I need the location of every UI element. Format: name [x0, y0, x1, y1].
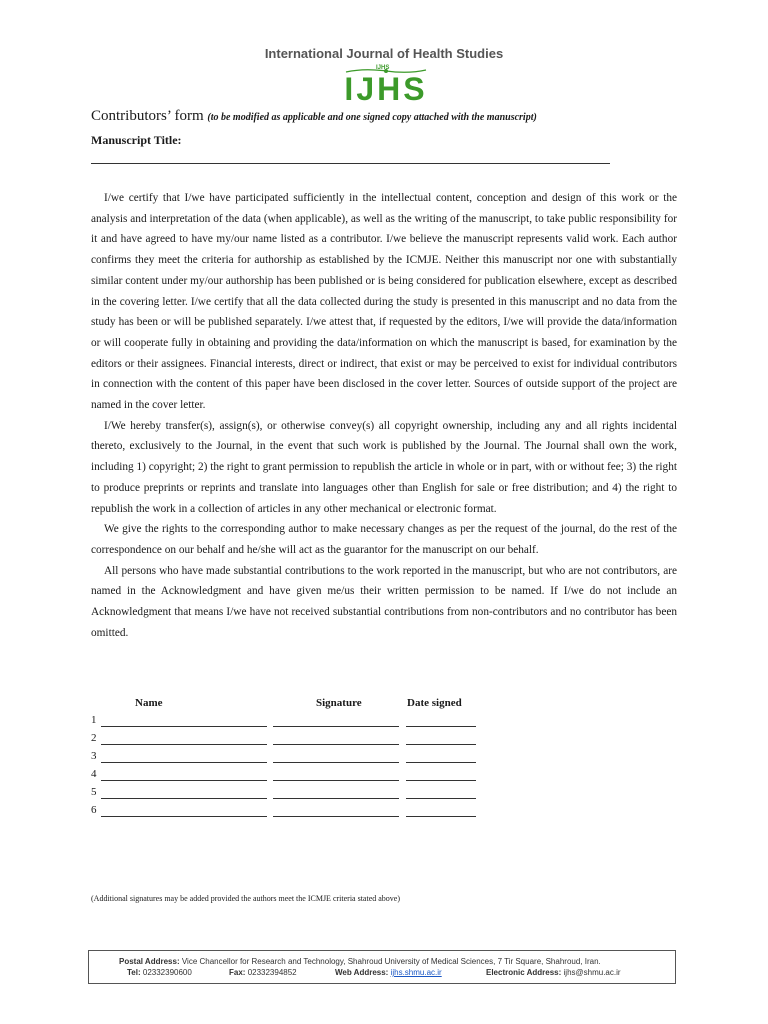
postal-label: Postal Address: — [119, 957, 180, 966]
email-value: ijhs@shmu.ac.ir — [563, 968, 621, 977]
postal-value: Vice Chancellor for Research and Technology, Shahroud University of Medical Sciences, 7 Tir Square, Shahroud, Iran. — [181, 957, 601, 966]
journal-logo — [322, 63, 450, 109]
logo-small-text: IJHS — [376, 65, 390, 71]
web-address — [335, 968, 442, 977]
logo-text: IJHS — [344, 71, 428, 107]
date-line[interactable] — [406, 726, 476, 727]
column-header-date: Date signed — [407, 697, 462, 709]
form-heading — [91, 108, 537, 125]
fax — [229, 968, 297, 977]
signature-row — [91, 750, 491, 766]
row-number: 6 — [91, 804, 97, 816]
signature-row — [91, 786, 491, 802]
column-header-name: Name — [135, 697, 163, 709]
name-line[interactable] — [101, 762, 267, 763]
paragraph-copyright: I/We hereby transfer(s), assign(s), or otherwise convey(s) all copyright ownership, including any and all rights incidental thereto, exclusively to the Journal, in the event that such work is published by the Journal. The Journal shall own the work, including 1) copyright; 2) the right to grant permission to republish the article in whole or in part, with or without fee; 3) the right to produce preprints or reprints and translate into languages other than English for sale or free distribution; and 4) the right to republish the work in a collection of articles in any other mechanical or electronic format. — [91, 419, 677, 515]
tel-label: Tel: — [127, 968, 141, 977]
fax-label: Fax: — [229, 968, 246, 977]
row-number: 3 — [91, 750, 97, 762]
tel-value: 02332390600 — [142, 968, 192, 977]
form-heading-title: Contributors’ form — [91, 108, 204, 124]
paragraph-acknowledgment: All persons who have made substantial contributions to the work reported in the manuscript, but who are not contributors, are named in the Acknowledgment and have given me/us their written permission to be named. If I/we do not include an Acknowledgment that means I/we have not received substantial contributions from non-contributors and no contributor has been omitted. — [91, 564, 677, 639]
email-label: Electronic Address: — [486, 968, 562, 977]
name-line[interactable] — [101, 798, 267, 799]
signature-row — [91, 804, 491, 820]
signature-line[interactable] — [273, 726, 399, 727]
declaration-text — [91, 188, 677, 643]
fax-value: 02332394852 — [247, 968, 297, 977]
paragraph-certification: I/we certify that I/we have participated sufficiently in the intellectual content, conception and design of this work or the analysis and interpretation of the data (when applicable), as well as the writing of the manuscript, to take public responsibility for it and have agreed to have my/our name listed as a contributor. I/we believe the manuscript represents valid work. Each author confirms they meet the criteria for authorship as established by the ICMJE. Neither this manuscript nor one with substantially similar content under my/our authorship has been published or is being considered for publication elsewhere, except as described in the covering letter. I/we certify that all the data collected during the study is presented in this manuscript and no data from the study has been or will be published separately. I/we attest that, if requested by the editors, I/we will provide the data/information or will cooperate fully in obtaining and providing the data/information on which the manuscript is based, for examination by the editors or their assignees. Financial interests, direct or indirect, that exist or may be perceived to exist for individual contributors in connection with the content of this paper have been disclosed in the cover letter. Sources of outside support of the project are named in the cover letter. — [91, 192, 677, 412]
date-line[interactable] — [406, 780, 476, 781]
signature-row — [91, 732, 491, 748]
column-header-signature: Signature — [316, 697, 362, 709]
signature-line[interactable] — [273, 816, 399, 817]
name-line[interactable] — [101, 780, 267, 781]
row-number: 5 — [91, 786, 97, 798]
row-number: 2 — [91, 732, 97, 744]
signature-row — [91, 714, 491, 730]
row-number: 1 — [91, 714, 97, 726]
manuscript-title-line[interactable] — [91, 163, 610, 164]
email-address — [486, 968, 621, 977]
date-line[interactable] — [406, 744, 476, 745]
form-heading-note: (to be modified as applicable and one signed copy attached with the manuscript) — [207, 112, 537, 123]
signature-line[interactable] — [273, 780, 399, 781]
manuscript-title-label: Manuscript Title: — [91, 133, 182, 147]
phone — [127, 968, 192, 977]
date-line[interactable] — [406, 816, 476, 817]
date-line[interactable] — [406, 762, 476, 763]
web-link[interactable]: ijhs.shmu.ac.ir — [390, 968, 442, 977]
additional-signatures-note: (Additional signatures may be added provided the authors meet the ICMJE criteria stated above) — [91, 894, 401, 903]
footer-contact-box — [88, 950, 676, 984]
signature-line[interactable] — [273, 762, 399, 763]
name-line[interactable] — [101, 744, 267, 745]
date-line[interactable] — [406, 798, 476, 799]
row-number: 4 — [91, 768, 97, 780]
journal-title: International Journal of Health Studies — [264, 46, 504, 61]
signature-line[interactable] — [273, 798, 399, 799]
paragraph-corresponding-author: We give the rights to the corresponding author to make necessary changes as per the request of the journal, do the rest of the correspondence on our behalf and he/she will act as the guarantor for the manuscript on our behalf. — [91, 523, 677, 556]
postal-address — [119, 957, 601, 966]
web-label: Web Address: — [335, 968, 389, 977]
name-line[interactable] — [101, 726, 267, 727]
name-line[interactable] — [101, 816, 267, 817]
signature-row — [91, 768, 491, 784]
signature-line[interactable] — [273, 744, 399, 745]
